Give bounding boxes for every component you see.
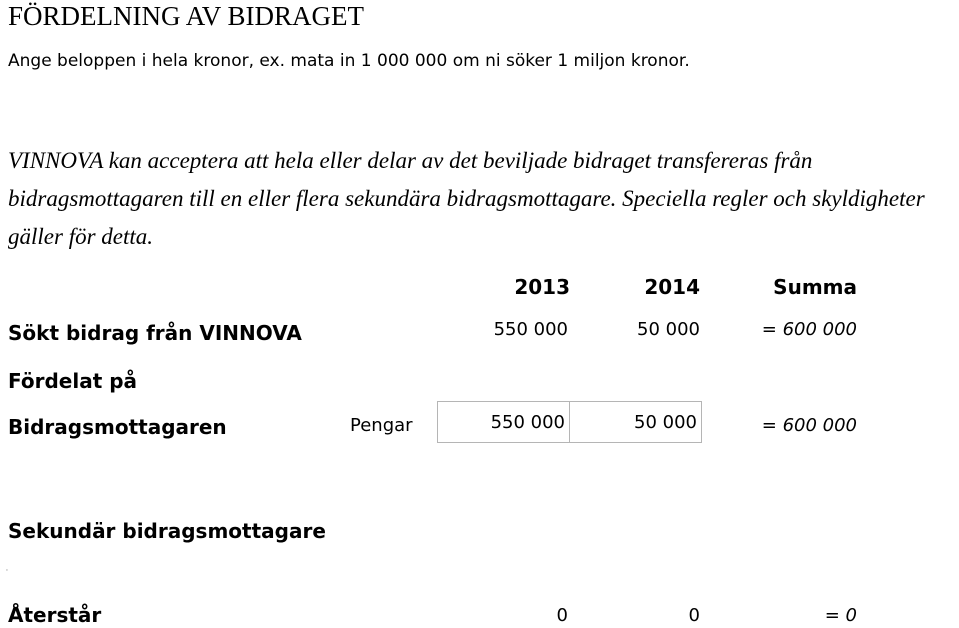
remaining-sum [740,604,857,628]
remaining-sum-value: 0 [845,605,857,626]
recipient-2014-input[interactable] [569,401,702,443]
column-header-2014: 2014 [644,275,700,299]
recipient-label: Bidragsmottagaren [8,415,227,439]
recipient-equals-sign: = [761,415,777,436]
requested-2014-value: 50 000 [637,319,700,340]
remaining-2014-value: 0 [688,605,700,626]
remaining-equals-sign: = [824,605,840,626]
column-header-summa: Summa [773,275,857,299]
add-secondary-recipient-marker: ' [6,568,8,576]
column-header-2013: 2013 [514,275,570,299]
recipient-sum [740,414,857,438]
recipient-sum-value: 600 000 [782,415,857,436]
distributed-on-label: Fördelat på [8,369,138,393]
requested-sum [740,318,857,342]
amount-instruction: Ange beloppen i hela kronor, ex. mata in 1 000 000 om ni söker 1 miljon kronor. [8,51,690,71]
recipient-2013-input[interactable] [437,401,570,443]
remaining-2013-value: 0 [556,605,568,626]
page-title: FÖRDELNING AV BIDRAGET [8,1,365,31]
requested-equals-sign: = [761,319,777,340]
remaining-label: Återstår [8,603,102,627]
secondary-recipients-label: Sekundär bidragsmottagare [8,519,326,543]
requested-2013-value: 550 000 [493,319,568,340]
requested-grant-label: Sökt bidrag från VINNOVA [8,321,302,345]
requested-sum-value: 600 000 [782,319,857,340]
recipient-type-label: Pengar [350,415,413,436]
transfer-notice: VINNOVA kan acceptera att hela eller delar av det beviljade bidraget transfereras från bidragsmottagaren till en eller flera sekundära bidragsmottagare. Speciella regler och skyldigheter gäller för detta. [8,148,925,249]
